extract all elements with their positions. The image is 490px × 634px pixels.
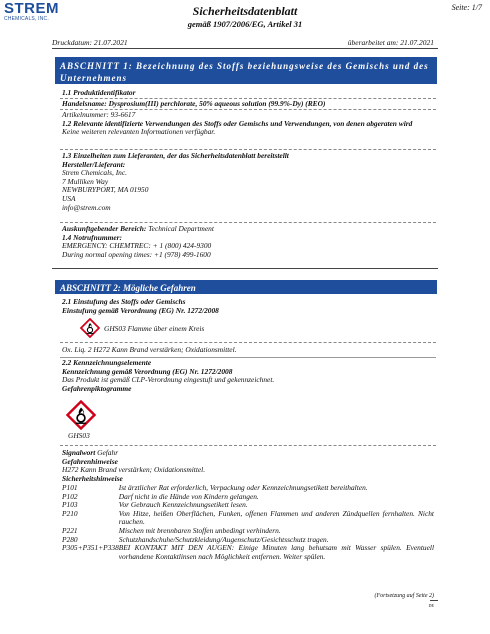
supplier-heading: 1.3 Einzelheiten zum Lieferanten, der das Sicherheitsdatenblatt bereitstellt: [62, 151, 289, 160]
address-line-4: USA: [62, 193, 76, 203]
supplier-block: [62, 152, 434, 212]
precaution-text: Von Hitze, heißen Oberflächen, Funken, offenen Flammen und anderen Zündquellen fernhalten. Nicht rauchen.: [118, 508, 434, 527]
address-line-3: NEWBURYPORT, MA 01950: [62, 185, 149, 195]
precautions-table: [62, 484, 434, 561]
normal-hours-line: During normal opening times: +1 (978) 499-1600: [62, 249, 211, 259]
footer-rule: [430, 600, 438, 601]
page-number: Seite: 1/7: [451, 3, 482, 12]
precautions-table-wrap: [62, 484, 434, 561]
section2-heading: ABSCHNITT 2: Mögliche Gefahren: [55, 280, 437, 294]
ghs03-pictogram-icon: [66, 400, 96, 435]
precaution-text: Darf nicht in die Hände von Kindern gelangen.: [118, 491, 259, 501]
footer-code: DE: [428, 603, 434, 608]
classification-line: Ox. Liq. 2 H272 Kann Brand verstärken; Oxidationsmittel.: [62, 345, 237, 354]
precaution-code: P102: [62, 491, 78, 501]
emergency-heading: 1.4 Notrufnummer:: [62, 232, 122, 242]
precaution-text: Ist ärztlicher Rat erforderlich, Verpackung oder Kennzeichnungsetikett bereithalten.: [118, 483, 368, 492]
precaution-row: [62, 510, 434, 527]
document-title: Sicherheitsdatenblatt: [192, 4, 298, 18]
divider: [60, 222, 436, 223]
info-area-value: Technical Department: [148, 224, 214, 233]
divider: [60, 149, 436, 150]
trade-name: Handelsname: Dysprosium(III) perchlorate, 50% aqueous solution (99.9%-Dy) (REO): [62, 99, 326, 108]
precaution-code: P221: [62, 525, 78, 535]
header-divider: [52, 48, 438, 49]
hazard-statement: H272 Kann Brand verstärken; Oxidationsmittel.: [62, 465, 206, 475]
hazard-statements-heading: Gefahrenhinweise: [62, 456, 118, 466]
ghs-label: GHS03 Flamme über einem Kreis: [104, 324, 205, 333]
uses-heading: 1.2 Relevante identifizierte Verwendungen des Stoffs oder Gemischs und Verwendungen, von denen abgeraten wird: [62, 118, 413, 128]
article-number: Artikelnummer: 93-6617: [62, 110, 136, 119]
section-divider: [52, 268, 438, 269]
pictogram-code: GHS03: [68, 431, 90, 440]
precaution-text: Schutzhandschuhe/Schutzkleidung/Augenschutz/Gesichtsschutz tragen.: [118, 534, 329, 544]
classification-heading: 2.1 Einstufung des Stoffs oder Gemischs: [62, 297, 186, 306]
label-elements-block: [62, 359, 434, 393]
uses-text: Keine weiteren relevanten Informationen verfügbar.: [62, 127, 216, 137]
pictograms-heading: Gefahrenpiktogramme: [62, 383, 132, 393]
signal-word-value: Gefahr: [97, 448, 119, 457]
trade-name-block: [62, 100, 434, 109]
precaution-text: Vor Gebrauch Kennzeichnungsetikett lesen.: [118, 500, 248, 510]
emergency-line: EMERGENCY: CHEMTREC: + 1 (800) 424-9300: [62, 241, 212, 251]
classification-block: [62, 298, 434, 315]
identifier-heading: 1.1 Produktidentifikator: [62, 88, 136, 97]
label-regulation-heading: Kennzeichnung gemäß Verordnung (EG) Nr. 1272/2008: [62, 366, 233, 376]
email-link[interactable]: info@strem.com: [62, 202, 111, 212]
flame-over-circle-icon: [80, 318, 100, 343]
precaution-text: Mischen mit brennbaren Stoffen unbedingt verhindern.: [118, 525, 281, 535]
print-date: Druckdatum: 21.07.2021: [52, 38, 128, 47]
precaution-row: [62, 493, 434, 502]
precaution-code: P103: [62, 500, 78, 510]
divider: [60, 445, 436, 446]
continued-note: (Fortsetzung auf Seite 2): [374, 593, 434, 599]
section1-identifier: [62, 89, 434, 98]
divider: [60, 342, 436, 343]
info-area-block: [62, 225, 434, 259]
document-subtitle: gemäß 1907/2006/EG, Artikel 31: [187, 19, 303, 29]
logo-wordmark: STREM: [4, 0, 59, 17]
clp-text: Das Produkt ist gemäß CLP-Verordnung eingestuft und gekennzeichnet.: [62, 375, 275, 385]
article-block: [62, 111, 434, 137]
regulation-heading: Einstufung gemäß Verordnung (EG) Nr. 1272/2008: [62, 305, 219, 315]
address-line-2: 7 Mulliken Way: [62, 176, 109, 186]
label-elements-heading: 2.2 Kennzeichnungselemente: [62, 358, 152, 367]
signal-hazard-block: [62, 449, 434, 483]
address-line-1: Strem Chemicals, Inc.: [62, 168, 127, 178]
signal-word-label: Signalwort: [62, 448, 96, 457]
logo-subtitle: CHEMICALS, INC.: [4, 16, 49, 22]
revised-date: überarbeitet am: 21.07.2021: [347, 38, 434, 47]
info-area-label: Auskunftgebender Bereich:: [62, 224, 147, 233]
precaution-row: [62, 544, 434, 561]
precaution-text: BEI KONTAKT MIT DEN AUGEN: Einige Minuten lang behutsam mit Wasser spülen. Eventuell vorhandene Kontaktlinsen nach Möglichkeit entfernen. Weiter spülen.: [118, 543, 434, 561]
manufacturer-label: Hersteller/Lieferant:: [62, 159, 126, 169]
precautionary-heading: Sicherheitshinweise: [62, 473, 123, 483]
precaution-code: P280: [62, 534, 78, 544]
precaution-code: P101: [62, 483, 78, 492]
precaution-code: P305+P351+P338: [62, 543, 119, 553]
precaution-code: P210: [62, 508, 78, 518]
section1-heading: ABSCHNITT 1: Bezeichnung des Stoffs beziehungsweise des Gemischs und des Unternehmens: [55, 57, 437, 84]
